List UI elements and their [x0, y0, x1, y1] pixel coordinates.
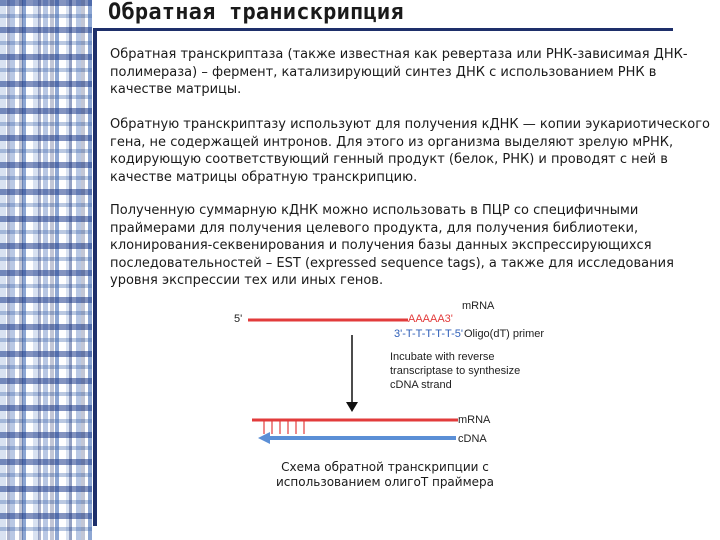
paragraph-pcr-applications: Полученную суммарную кДНК можно использовать в ПЦР со специфичными праймерами для получения целевого продукта, для получения библиотеки, клонирования-секвенирования и получения базы данных экспрессирующихся последовательностей – EST (expressed sequence tags), а также для исследования уровня экспрессии тех или иных генов.: [110, 203, 674, 289]
vertical-rule: [93, 28, 97, 526]
cdna-label: cDNA: [458, 433, 487, 445]
title-underline: [93, 28, 673, 31]
reverse-transcription-diagram: [230, 300, 590, 460]
diagram-caption: Схема обратной транскрипции с использованием олигоТ праймера: [276, 460, 494, 489]
oligo-dt-sequence: 3'-T-T-T-T-T-5': [394, 328, 463, 340]
paragraph-definition: Обратная транскриптаза (также известная как ревертаза или РНК-зависимая ДНК-полимераза) – фермент, катализирующий синтез ДНК с использованием РНК в качестве матрицы.: [110, 47, 688, 98]
base-pair-ticks: [264, 420, 304, 434]
incubate-note: Incubate with reverse transcriptase to synthesize cDNA strand: [390, 351, 521, 391]
decorative-dna-stripes: [0, 0, 92, 540]
mrna-label-bottom: mRNA: [458, 414, 491, 426]
slide-title: Обратная транискрипция: [108, 0, 404, 25]
polya-tail: AAAAA3': [408, 313, 453, 325]
paragraph-cdna-usage: Обратную транскриптазу используют для получения кДНК — копии эукариотического гена, не содержащей интронов. Для этого из организма выделяют зрелую мРНК, кодирующую соответствующий генный продукт (белок, РНК) и проводят с ней в качестве матрицы обратную транскрипцию.: [110, 117, 710, 185]
mrna-label-top: mRNA: [462, 300, 495, 312]
process-arrow-head: [346, 402, 358, 412]
five-prime-label: 5': [234, 313, 243, 325]
primer-label: Oligo(dT) primer: [464, 328, 545, 340]
incubate-note-box: [390, 350, 550, 400]
